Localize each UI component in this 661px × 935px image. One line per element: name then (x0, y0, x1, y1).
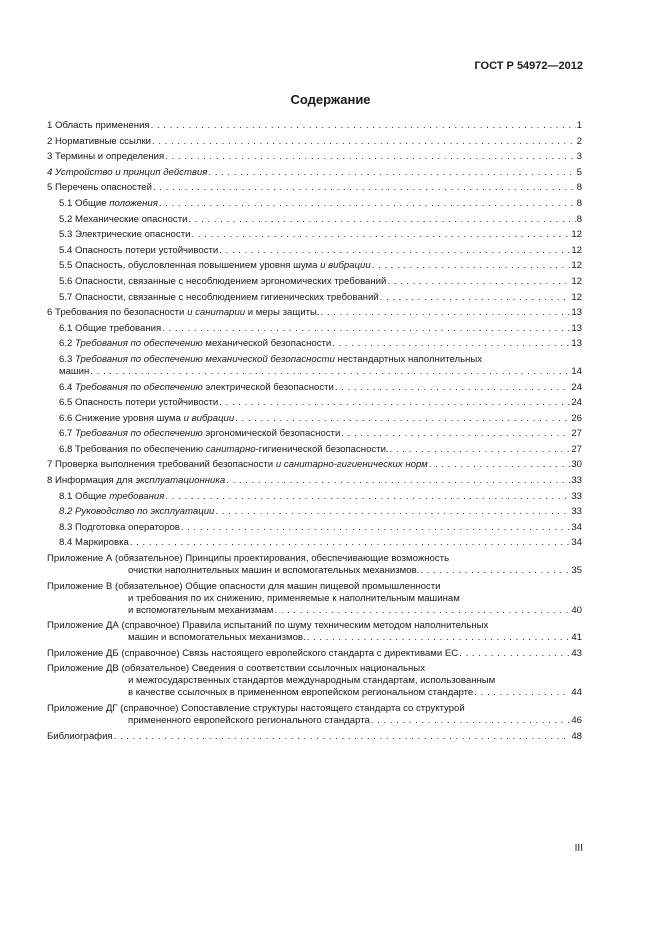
toc-entry-appendix-db[interactable]: Приложение ДБ (справочное) Связь настоящего европейского стандарта с директивами ЕС . . . 43 (47, 648, 582, 660)
page-title: Содержание (290, 92, 371, 107)
toc-entry-5-4[interactable]: 5.4 Опасность потери устойчивости . . . 12 (47, 245, 582, 257)
toc-entry-5-2[interactable]: 5.2 Механические опасности . . . 8 (47, 214, 582, 226)
toc-entry-5-6[interactable]: 5.6 Опасности, связанные с несоблюдением эргономических требований . . . 12 (47, 276, 582, 288)
toc-entry-5-7[interactable]: 5.7 Опасности, связанные с несоблюдением гигиенических требований . . . 12 (47, 292, 582, 304)
toc-entry-appendix-da[interactable]: Приложение ДА (справочное) Правила испытаний по шуму техническим методом наполнительных машин и вспомогательных механизмов. . . . 41 (47, 620, 582, 644)
standard-code: ГОСТ Р 54972—2012 (474, 60, 583, 72)
toc-entry-6-7[interactable]: 6.7 Требования по обеспечению эргономической безопасности . . . 27 (47, 428, 582, 440)
toc-entry-6-2[interactable]: 6.2 Требования по обеспечению механической безопасности . . . 13 (47, 338, 582, 350)
toc-entry-6-6[interactable]: 6.6 Снижение уровня шума и вибрации . . . 26 (47, 413, 582, 425)
toc-entry-appendix-dg[interactable]: Приложение ДГ (справочное) Сопоставление структуры настоящего стандарта со структурой примененного европейского регионального стандарта . . . 46 (47, 703, 582, 727)
toc-entry-8-3[interactable]: 8.3 Подготовка операторов . . . 34 (47, 522, 582, 534)
toc-entry-bibliography[interactable]: Библиография . . . 48 (47, 731, 582, 743)
toc-entry-6-1[interactable]: 6.1 Общие требования . . . 13 (47, 323, 582, 335)
toc-entry-6-3[interactable]: 6.3 Требования по обеспечению механической безопасности нестандартных наполнительных машин . . . 14 (47, 354, 582, 378)
toc-entry-4[interactable]: 4 Устройство и принцип действия . . . 5 (47, 167, 582, 179)
toc-entry-5-5[interactable]: 5.5 Опасность, обусловленная повышением уровня шума и вибрации . . . 12 (47, 260, 582, 272)
toc-entry-8-2[interactable]: 8.2 Руководство по эксплуатации . . . 33 (47, 506, 582, 518)
toc-entry-6-8[interactable]: 6.8 Требования по обеспечению санитарно-гигиенической безопасности. . . . 27 (47, 444, 582, 456)
toc-entry-7[interactable]: 7 Проверка выполнения требований безопасности и санитарно-гигиенических норм . . . 30 (47, 459, 582, 471)
toc-entry-5[interactable]: 5 Перечень опасностей . . . 8 (47, 182, 582, 194)
toc-entry-2[interactable]: 2 Нормативные ссылки . . . 2 (47, 136, 582, 148)
table-of-contents (47, 120, 582, 746)
toc-entry-appendix-a[interactable]: Приложение А (обязательное) Принципы проектирования, обеспечивающие возможность очистки наполнительных машин и вспомогательных механизмов. . . . 35 (47, 553, 582, 577)
toc-entry-8[interactable]: 8 Информация для эксплуатационника . . . 33 (47, 475, 582, 487)
toc-entry-6-5[interactable]: 6.5 Опасность потери устойчивости . . . 24 (47, 397, 582, 409)
toc-entry-1[interactable]: 1 Область применения . . . 1 (47, 120, 582, 132)
toc-entry-appendix-b[interactable]: Приложение В (обязательное) Общие опасности для машин пищевой промышленности и требования по их снижению, применяемые к наполнительным машинам и вспомогательным механизмам . . . 40 (47, 581, 582, 617)
toc-entry-appendix-dv[interactable]: Приложение ДВ (обязательное) Сведения о соответствии ссылочных национальных и межгосударственных стандартов международным стандартам, использованным в качестве ссылочных в примененном европейском региональном стандарте . . . 44 (47, 663, 582, 699)
page-number: III (574, 843, 583, 854)
toc-entry-5-1[interactable]: 5.1 Общие положения . . . 8 (47, 198, 582, 210)
toc-entry-6[interactable]: 6 Требования по безопасности и санитарии и меры защиты. . . . 13 (47, 307, 582, 319)
toc-entry-8-4[interactable]: 8.4 Маркировка . . . 34 (47, 537, 582, 549)
toc-entry-6-4[interactable]: 6.4 Требования по обеспечению электрической безопасности . . . 24 (47, 382, 582, 394)
toc-entry-5-3[interactable]: 5.3 Электрические опасности . . . 12 (47, 229, 582, 241)
toc-entry-3[interactable]: 3 Термины и определения . . . 3 (47, 151, 582, 163)
toc-entry-8-1[interactable]: 8.1 Общие требования . . . 33 (47, 491, 582, 503)
